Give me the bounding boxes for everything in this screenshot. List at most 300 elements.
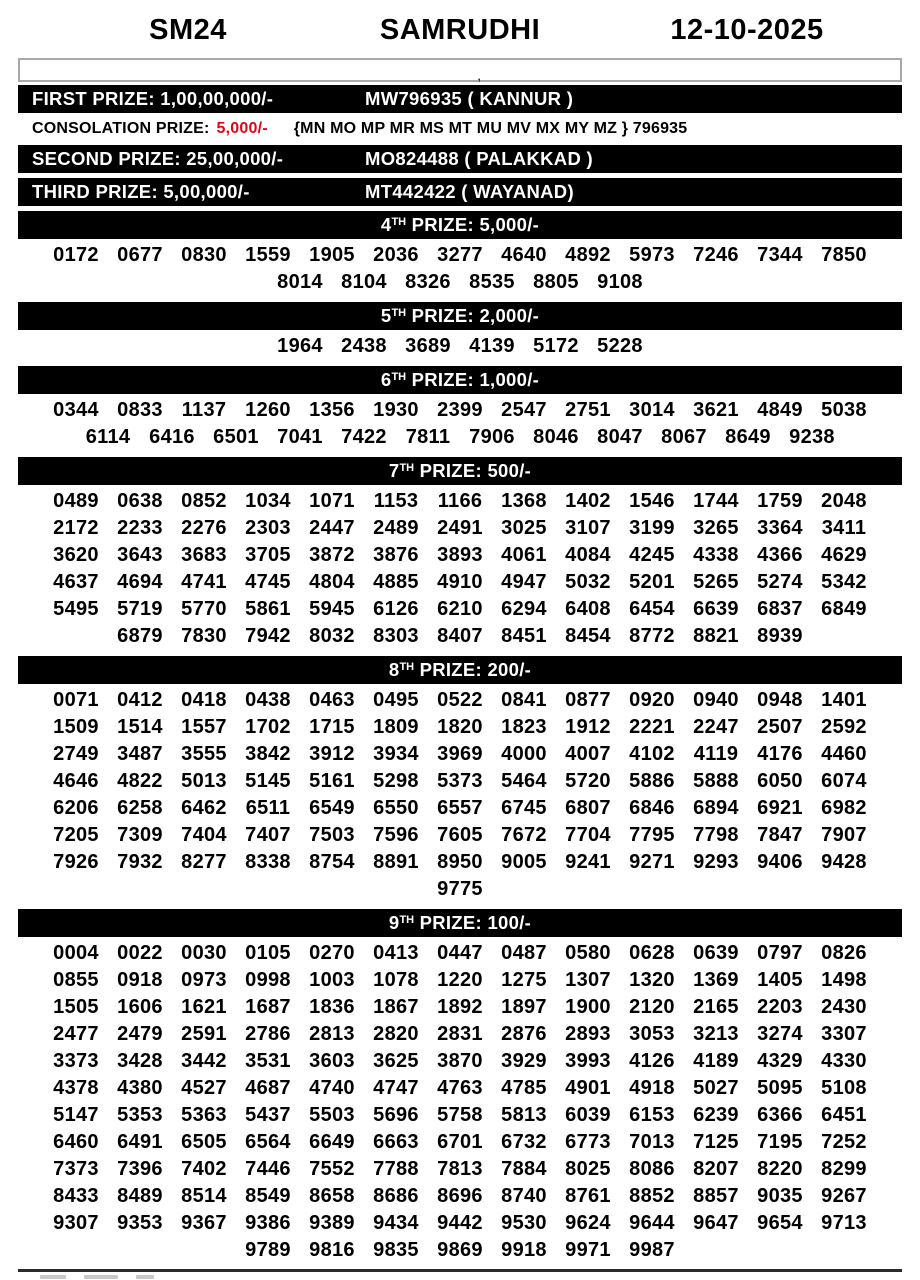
number-row xyxy=(18,1210,902,1237)
prize-number: 4139 xyxy=(469,335,515,357)
prize-number: 3621 xyxy=(693,399,739,421)
prize-number: 2876 xyxy=(501,1023,547,1045)
prize-number: 3842 xyxy=(245,743,291,765)
second-prize-label: SECOND PRIZE: 25,00,000/- xyxy=(32,148,284,169)
prize-number: 1078 xyxy=(373,969,419,991)
tier-title: 4TH PRIZE: 5,000/- xyxy=(380,214,540,235)
prize-number: 5145 xyxy=(245,770,291,792)
prize-number: 4918 xyxy=(629,1077,675,1099)
tier-number-rows xyxy=(18,330,902,361)
number-row xyxy=(18,940,902,967)
prize-number: 9971 xyxy=(565,1239,611,1261)
prize-number: 1823 xyxy=(501,716,547,738)
number-row xyxy=(18,994,902,1021)
prize-number: 4460 xyxy=(821,743,867,765)
prize-number: 2048 xyxy=(821,490,867,512)
prize-number: 6639 xyxy=(693,598,739,620)
prize-number: 8549 xyxy=(245,1185,291,1207)
cutoff-smudge xyxy=(84,1275,118,1279)
prize-number: 5108 xyxy=(821,1077,867,1099)
prize-number: 7373 xyxy=(53,1158,99,1180)
prize-number: 8891 xyxy=(373,851,419,873)
second-prize-winner: MO824488 ( PALAKKAD ) xyxy=(365,148,594,169)
prize-number: 7407 xyxy=(245,824,291,846)
prize-number: 6879 xyxy=(117,625,163,647)
prize-number: 3487 xyxy=(117,743,163,765)
prize-number: 4338 xyxy=(693,544,739,566)
prize-number: 0489 xyxy=(53,490,99,512)
prize-number: 4740 xyxy=(309,1077,355,1099)
prize-number: 5720 xyxy=(565,770,611,792)
prize-number: 6239 xyxy=(693,1104,739,1126)
prize-number: 7344 xyxy=(757,244,803,266)
prize-number: 1220 xyxy=(437,969,483,991)
prize-number: 5886 xyxy=(629,770,675,792)
prize-number: 2547 xyxy=(501,399,547,421)
lottery-name: SAMRUDHI xyxy=(379,13,541,46)
prize-number: 5813 xyxy=(501,1104,547,1126)
consolation-row xyxy=(18,116,902,142)
prize-number: 4527 xyxy=(181,1077,227,1099)
prize-number: 2399 xyxy=(437,399,483,421)
prize-number: 3625 xyxy=(373,1050,419,1072)
prize-number: 7041 xyxy=(277,426,323,448)
prize-number: 3870 xyxy=(437,1050,483,1072)
prize-number: 0172 xyxy=(53,244,99,266)
prize-number: 5973 xyxy=(629,244,675,266)
prize-number: 9367 xyxy=(181,1212,227,1234)
prize-number: 8220 xyxy=(757,1158,803,1180)
prize-number: 1320 xyxy=(629,969,675,991)
prize-number: 2438 xyxy=(341,335,387,357)
prize-number: 7942 xyxy=(245,625,291,647)
prize-number: 9918 xyxy=(501,1239,547,1261)
prize-number: 6557 xyxy=(437,797,483,819)
prize-number: 8514 xyxy=(181,1185,227,1207)
prize-number: 6153 xyxy=(629,1104,675,1126)
prize-number: 2447 xyxy=(309,517,355,539)
prize-number: 3274 xyxy=(757,1023,803,1045)
prize-number: 4747 xyxy=(373,1077,419,1099)
prize-number: 2831 xyxy=(437,1023,483,1045)
number-row xyxy=(18,242,902,269)
prize-number: 2479 xyxy=(117,1023,163,1045)
prize-number: 1137 xyxy=(181,399,227,421)
prize-number: 8950 xyxy=(437,851,483,873)
third-prize-bar xyxy=(18,178,902,206)
tier-ordinal-suffix: TH xyxy=(399,462,415,474)
prize-number: 7195 xyxy=(757,1131,803,1153)
prize-number: 6454 xyxy=(629,598,675,620)
note-mark: ‚ xyxy=(477,71,481,83)
tier-5th-header xyxy=(18,302,902,330)
prize-number: 6649 xyxy=(309,1131,355,1153)
prize-number: 6745 xyxy=(501,797,547,819)
prize-number: 3993 xyxy=(565,1050,611,1072)
prize-number: 4084 xyxy=(565,544,611,566)
prize-number: 3929 xyxy=(501,1050,547,1072)
tier-ordinal-suffix: TH xyxy=(391,371,407,383)
prize-number: 4330 xyxy=(821,1050,867,1072)
prize-number: 6408 xyxy=(565,598,611,620)
prize-number: 5373 xyxy=(437,770,483,792)
prize-number: 7907 xyxy=(821,824,867,846)
prize-number: 1505 xyxy=(53,996,99,1018)
prize-number: 5945 xyxy=(309,598,355,620)
prize-number: 9005 xyxy=(501,851,547,873)
prize-number: 8772 xyxy=(629,625,675,647)
tier-title: 8TH PRIZE: 200/- xyxy=(388,659,532,680)
number-row xyxy=(18,515,902,542)
prize-number: 3053 xyxy=(629,1023,675,1045)
tier-5th-section xyxy=(18,302,902,361)
prize-number: 2221 xyxy=(629,716,675,738)
prize-number: 9241 xyxy=(565,851,611,873)
prize-number: 7013 xyxy=(629,1131,675,1153)
prize-number: 5888 xyxy=(693,770,739,792)
prize-number: 6416 xyxy=(149,426,195,448)
tier-6th-header xyxy=(18,366,902,394)
prize-number: 3213 xyxy=(693,1023,739,1045)
number-row xyxy=(18,542,902,569)
prize-number: 0030 xyxy=(181,942,227,964)
prize-number: 3107 xyxy=(565,517,611,539)
prize-number: 3912 xyxy=(309,743,355,765)
prize-number: 4822 xyxy=(117,770,163,792)
prize-number: 6849 xyxy=(821,598,867,620)
prize-number: 0071 xyxy=(53,689,99,711)
prize-number: 2592 xyxy=(821,716,867,738)
prize-number: 4892 xyxy=(565,244,611,266)
first-prize-winner: MW796935 ( KANNUR ) xyxy=(365,88,574,109)
tier-9th-section xyxy=(18,909,902,1265)
prize-number: 1809 xyxy=(373,716,419,738)
prize-number: 3199 xyxy=(629,517,675,539)
prize-number: 0852 xyxy=(181,490,227,512)
cutoff-smudge xyxy=(40,1275,66,1279)
prize-number: 2477 xyxy=(53,1023,99,1045)
prize-number: 9624 xyxy=(565,1212,611,1234)
prize-number: 7125 xyxy=(693,1131,739,1153)
prize-number: 5298 xyxy=(373,770,419,792)
prize-number: 8821 xyxy=(693,625,739,647)
prize-number: 1702 xyxy=(245,716,291,738)
first-prize-bar xyxy=(18,85,902,113)
prize-number: 9434 xyxy=(373,1212,419,1234)
prize-number: 0948 xyxy=(757,689,803,711)
number-row xyxy=(18,741,902,768)
prize-number: 8535 xyxy=(469,271,515,293)
prize-number: 9307 xyxy=(53,1212,99,1234)
prize-number: 1867 xyxy=(373,996,419,1018)
prize-number: 4629 xyxy=(821,544,867,566)
prize-number: 7906 xyxy=(469,426,515,448)
prize-number: 1369 xyxy=(693,969,739,991)
prize-number: 7596 xyxy=(373,824,419,846)
prize-number: 3373 xyxy=(53,1050,99,1072)
prize-number: 4637 xyxy=(53,571,99,593)
prize-number: 6114 xyxy=(85,426,131,448)
prize-number: 9987 xyxy=(629,1239,675,1261)
prize-number: 2507 xyxy=(757,716,803,738)
prize-number: 9816 xyxy=(309,1239,355,1261)
prize-number: 3689 xyxy=(405,335,451,357)
prize-number: 7672 xyxy=(501,824,547,846)
tier-title: 5TH PRIZE: 2,000/- xyxy=(380,305,540,326)
prize-number: 5758 xyxy=(437,1104,483,1126)
prize-number: 0522 xyxy=(437,689,483,711)
prize-number: 7309 xyxy=(117,824,163,846)
number-row xyxy=(18,687,902,714)
prize-number: 0877 xyxy=(565,689,611,711)
number-row xyxy=(18,596,902,623)
lottery-result-sheet xyxy=(18,0,902,1280)
number-row xyxy=(18,397,902,424)
prize-number: 1621 xyxy=(181,996,227,1018)
prize-number: 1546 xyxy=(629,490,675,512)
prize-number: 8489 xyxy=(117,1185,163,1207)
prize-number: 7446 xyxy=(245,1158,291,1180)
third-prize-winner: MT442422 ( WAYANAD) xyxy=(365,181,574,202)
prize-number: 6921 xyxy=(757,797,803,819)
number-row xyxy=(18,1075,902,1102)
prize-number: 9271 xyxy=(629,851,675,873)
note-box xyxy=(18,58,902,82)
number-row xyxy=(18,768,902,795)
prize-number: 0830 xyxy=(181,244,227,266)
prize-number: 8740 xyxy=(501,1185,547,1207)
prize-number: 7850 xyxy=(821,244,867,266)
prize-number: 2491 xyxy=(437,517,483,539)
prize-number: 8086 xyxy=(629,1158,675,1180)
prize-number: 6126 xyxy=(373,598,419,620)
lottery-code: SM24 xyxy=(149,13,227,46)
tier-ordinal-suffix: TH xyxy=(399,914,415,926)
prize-number: 1687 xyxy=(245,996,291,1018)
prize-number: 9713 xyxy=(821,1212,867,1234)
tier-title: 6TH PRIZE: 1,000/- xyxy=(380,369,540,390)
prize-number: 9035 xyxy=(757,1185,803,1207)
prize-number: 5696 xyxy=(373,1104,419,1126)
prize-number: 9835 xyxy=(373,1239,419,1261)
prize-number: 2489 xyxy=(373,517,419,539)
prize-number: 5147 xyxy=(53,1104,99,1126)
prize-number: 4366 xyxy=(757,544,803,566)
prize-number: 7830 xyxy=(181,625,227,647)
prize-number: 3872 xyxy=(309,544,355,566)
prize-number: 2165 xyxy=(693,996,739,1018)
prize-number: 0833 xyxy=(117,399,163,421)
prize-number: 1509 xyxy=(53,716,99,738)
prize-number: 1514 xyxy=(117,716,163,738)
prize-number: 2751 xyxy=(565,399,611,421)
prize-number: 8761 xyxy=(565,1185,611,1207)
prize-number: 9869 xyxy=(437,1239,483,1261)
second-prize-bar xyxy=(18,145,902,173)
prize-number: 5201 xyxy=(629,571,675,593)
prize-number: 1557 xyxy=(181,716,227,738)
prize-number: 9530 xyxy=(501,1212,547,1234)
prize-number: 0918 xyxy=(117,969,163,991)
prize-number: 0677 xyxy=(117,244,163,266)
prize-number: 1905 xyxy=(309,244,355,266)
prize-number: 1405 xyxy=(757,969,803,991)
prize-number: 6366 xyxy=(757,1104,803,1126)
consolation-amount: 5,000/- xyxy=(216,120,268,137)
page-cutoff-rule xyxy=(18,1269,902,1280)
prize-number: 3893 xyxy=(437,544,483,566)
prize-number: 3307 xyxy=(821,1023,867,1045)
prize-number: 4061 xyxy=(501,544,547,566)
prize-number: 0447 xyxy=(437,942,483,964)
prize-number: 8686 xyxy=(373,1185,419,1207)
prize-number: 3531 xyxy=(245,1050,291,1072)
tier-4th-section xyxy=(18,211,902,297)
prize-number: 1153 xyxy=(373,490,419,512)
prize-number: 0940 xyxy=(693,689,739,711)
prize-number: 7605 xyxy=(437,824,483,846)
prize-number: 9293 xyxy=(693,851,739,873)
prize-number: 6501 xyxy=(213,426,259,448)
prize-number: 0580 xyxy=(565,942,611,964)
prize-number: 7422 xyxy=(341,426,387,448)
prize-number: 8299 xyxy=(821,1158,867,1180)
prize-number: 2430 xyxy=(821,996,867,1018)
prize-number: 1003 xyxy=(309,969,355,991)
prize-number: 5464 xyxy=(501,770,547,792)
prize-number: 4901 xyxy=(565,1077,611,1099)
prize-number: 9238 xyxy=(789,426,835,448)
prize-number: 4245 xyxy=(629,544,675,566)
prize-number: 5161 xyxy=(309,770,355,792)
prize-number: 0797 xyxy=(757,942,803,964)
prize-number: 7552 xyxy=(309,1158,355,1180)
number-row xyxy=(18,1129,902,1156)
prize-number: 6258 xyxy=(117,797,163,819)
number-row xyxy=(18,714,902,741)
masthead xyxy=(18,6,902,54)
prize-number: 4646 xyxy=(53,770,99,792)
prize-number: 8067 xyxy=(661,426,707,448)
prize-number: 4378 xyxy=(53,1077,99,1099)
prize-number: 9644 xyxy=(629,1212,675,1234)
prize-number: 6511 xyxy=(245,797,291,819)
prize-number: 4102 xyxy=(629,743,675,765)
prize-number: 2303 xyxy=(245,517,291,539)
number-row xyxy=(18,795,902,822)
prize-number: 2591 xyxy=(181,1023,227,1045)
prize-number: 1606 xyxy=(117,996,163,1018)
prize-number: 5861 xyxy=(245,598,291,620)
prize-number: 0413 xyxy=(373,942,419,964)
tier-title: 7TH PRIZE: 500/- xyxy=(388,460,532,481)
prize-number: 7795 xyxy=(629,824,675,846)
prize-number: 5770 xyxy=(181,598,227,620)
prize-number: 8696 xyxy=(437,1185,483,1207)
prize-number: 6807 xyxy=(565,797,611,819)
prize-number: 0487 xyxy=(501,942,547,964)
tier-ordinal-suffix: TH xyxy=(391,307,407,319)
prize-number: 0973 xyxy=(181,969,227,991)
prize-number: 0412 xyxy=(117,689,163,711)
prize-number: 3025 xyxy=(501,517,547,539)
prize-number: 3683 xyxy=(181,544,227,566)
prize-number: 8104 xyxy=(341,271,387,293)
prize-number: 6837 xyxy=(757,598,803,620)
prize-number: 2036 xyxy=(373,244,419,266)
prize-number: 4910 xyxy=(437,571,483,593)
prize-number: 0638 xyxy=(117,490,163,512)
prize-number: 9775 xyxy=(437,878,483,900)
prize-number: 9406 xyxy=(757,851,803,873)
consolation-label: CONSOLATION PRIZE: xyxy=(32,120,210,137)
prize-number: 7503 xyxy=(309,824,355,846)
prize-number: 7932 xyxy=(117,851,163,873)
draw-date: 12-10-2025 xyxy=(670,13,824,46)
prize-number: 6451 xyxy=(821,1104,867,1126)
number-row xyxy=(18,623,902,650)
prize-number: 4741 xyxy=(181,571,227,593)
prize-number: 9789 xyxy=(245,1239,291,1261)
prize-number: 8433 xyxy=(53,1185,99,1207)
prize-number: 2893 xyxy=(565,1023,611,1045)
prize-number: 5363 xyxy=(181,1104,227,1126)
prize-number: 2233 xyxy=(117,517,163,539)
prize-number: 8805 xyxy=(533,271,579,293)
prize-number: 8852 xyxy=(629,1185,675,1207)
cutoff-smudge xyxy=(136,1275,154,1279)
prize-number: 8338 xyxy=(245,851,291,873)
prize-number: 0438 xyxy=(245,689,291,711)
prize-number: 7704 xyxy=(565,824,611,846)
prize-number: 0418 xyxy=(181,689,227,711)
number-row xyxy=(18,424,902,451)
prize-number: 1744 xyxy=(693,490,739,512)
tier-number-rows xyxy=(18,394,902,452)
prize-number: 8207 xyxy=(693,1158,739,1180)
consolation-series: {MN MO MP MR MS MT MU MV MX MY MZ } 796935 xyxy=(293,120,688,137)
prize-number: 7402 xyxy=(181,1158,227,1180)
prize-number: 0998 xyxy=(245,969,291,991)
prize-number: 0344 xyxy=(53,399,99,421)
number-row xyxy=(18,876,902,903)
prize-number: 8326 xyxy=(405,271,451,293)
prize-number: 6460 xyxy=(53,1131,99,1153)
prize-number: 9108 xyxy=(597,271,643,293)
prize-number: 1260 xyxy=(245,399,291,421)
prize-number: 0920 xyxy=(629,689,675,711)
prize-number: 3428 xyxy=(117,1050,163,1072)
prize-number: 6505 xyxy=(181,1131,227,1153)
prize-number: 9428 xyxy=(821,851,867,873)
prize-number: 8032 xyxy=(309,625,355,647)
prize-number: 1759 xyxy=(757,490,803,512)
prize-number: 5495 xyxy=(53,598,99,620)
prize-number: 5719 xyxy=(117,598,163,620)
prize-number: 3411 xyxy=(821,517,867,539)
tier-title: 9TH PRIZE: 100/- xyxy=(388,912,532,933)
prize-number: 1034 xyxy=(245,490,291,512)
prize-number: 8025 xyxy=(565,1158,611,1180)
prize-number: 3603 xyxy=(309,1050,355,1072)
number-row xyxy=(18,269,902,296)
prize-number: 8454 xyxy=(565,625,611,647)
tier-ordinal-suffix: TH xyxy=(391,216,407,228)
tier-7th-section xyxy=(18,457,902,651)
prize-number: 6074 xyxy=(821,770,867,792)
prize-number: 1307 xyxy=(565,969,611,991)
prize-number: 2247 xyxy=(693,716,739,738)
